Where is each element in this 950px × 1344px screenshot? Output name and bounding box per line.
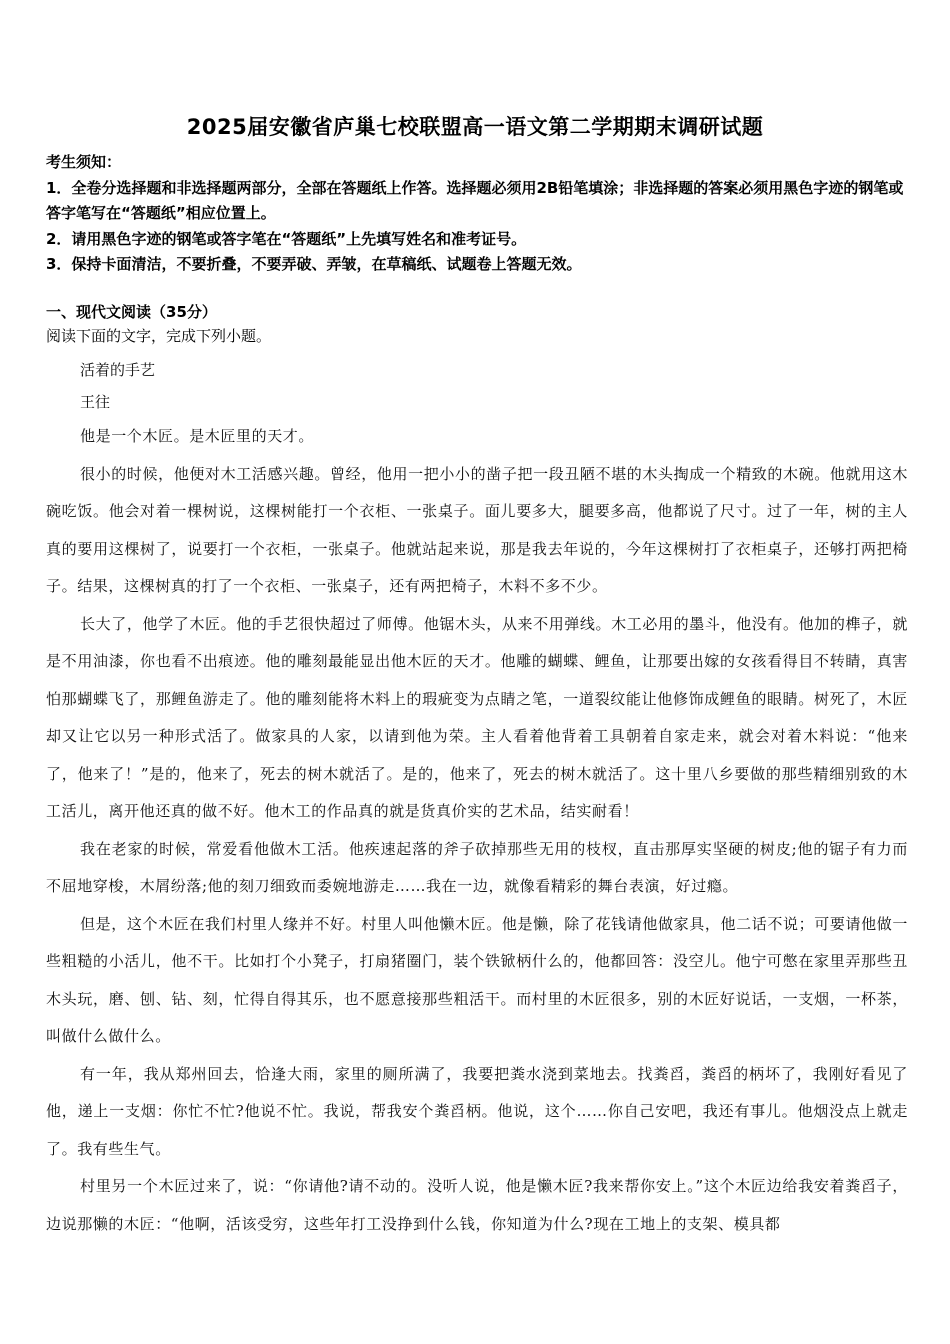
article-paragraph: 我在老家的时候，常爱看他做木工活。他疾速起落的斧子砍掉那些无用的枝杈，直击那厚实坚硬的树皮;他的锯子有力而不屈地穿梭，木屑纷落;他的刻刀细致而委婉地游走……我在一边，就像看精彩的舞台表演，好过瘾。 (46, 839, 908, 895)
article-paragraph: 很小的时候，他便对木工活感兴趣。曾经，他用一把小小的凿子把一段丑陋不堪的木头掏成一个精致的木碗。他就用这木碗吃饭。他会对着一棵树说，这棵树能打一个衣柜、一张桌子。面儿要多大，腿要多高，他都说了尺寸。过了一年，树的主人真的要用这棵树了，说要打一个衣柜，一张桌子。他就站起来说，那是我去年说的，今年这棵树打了衣柜桌子，还够打两把椅子。结果，这棵树真的打了一个衣柜、一张桌子，还有两把椅子，木料不多不少。 (46, 464, 908, 595)
article-paragraph: 他是一个木匠。是木匠里的天才。 (80, 427, 315, 445)
notice-item: 2．请用黑色字迹的钢笔或答字笔在“答题纸”上先填写姓名和准考证号。 (46, 229, 527, 248)
exam-notice (46, 150, 908, 278)
section-instruction: 阅读下面的文字，完成下列小题。 (46, 327, 272, 345)
article-paragraph: 有一年，我从郑州回去，恰逢大雨，家里的厕所满了，我要把粪水浇到菜地去。找粪舀，粪舀的柄坏了，我刚好看见了他，递上一支烟：你忙不忙?他说不忙。我说，帮我安个粪舀柄。他说，这个……你自己安吧，我还有事儿。他烟没点上就走了。我有些生气。 (46, 1064, 908, 1158)
reading-passage (46, 354, 908, 1243)
article-title: 活着的手艺 (80, 361, 156, 379)
article-paragraph: 但是，这个木匠在我们村里人缘并不好。村里人叫他懒木匠。他是懒，除了花钱请他做家具，他二话不说；可要请他做一些粗糙的小活儿，他不干。比如打个小凳子，打扇猪圈门，装个铁锨柄什么的，他都回答：没空儿。他宁可憋在家里弄那些丑木头玩，磨、刨、钻、刻，忙得自得其乐，也不愿意接那些粗活干。而村里的木匠很多，别的木匠好说话，一支烟，一杯茶，叫做什么做什么。 (46, 914, 908, 1045)
page-title: 2025届安徽省庐巢七校联盟高一语文第二学期期末调研试题 (186, 115, 764, 139)
notice-heading: 考生须知： (46, 153, 122, 171)
article-author: 王往 (80, 393, 111, 411)
section-heading: 一、现代文阅读（35分） (46, 303, 217, 321)
notice-item: 1．全卷分选择题和非选择题两部分，全部在答题纸上作答。选择题必须用2B铅笔填涂；非选择题的答案必须用黑色字迹的钢笔或答字笔写在“答题纸”相应位置上。 (46, 178, 904, 222)
article-paragraph: 村里另一个木匠过来了，说：“你请他?请不动的。没听人说，他是懒木匠?我来帮你安上。”这个木匠边给我安着粪舀子，边说那懒的木匠：“他啊，活该受穷，这些年打工没挣到什么钱，你知道为什么?现在工地上的支架、模具都 (46, 1177, 908, 1233)
article-paragraph: 长大了，他学了木匠。他的手艺很快超过了师傅。他锯木头，从来不用弹线。木工必用的墨斗，他没有。他加的榫子，就是不用油漆，你也看不出痕迹。他的雕刻最能显出他木匠的天才。他雕的蝴蝶、鲤鱼，让那要出嫁的女孩看得目不转睛，真害怕那蝴蝶飞了，那鲤鱼游走了。他的雕刻能将木料上的瑕疵变为点睛之笔，一道裂纹能让他修饰成鲤鱼的眼睛。树死了，木匠却又让它以另一种形式活了。做家具的人家，以请到他为荣。主人看着他背着工具朝着自家走来，就会对着木料说：“他来了，他来了！”是的，他来了，死去的树木就活了。是的，他来了，死去的树木就活了。这十里八乡要做的那些精细别致的木工活儿，离开他还真的做不好。他木工的作品真的就是货真价实的艺术品，结实耐看！ (46, 614, 908, 820)
notice-item: 3．保持卡面清洁，不要折叠，不要弄破、弄皱，在草稿纸、试题卷上答题无效。 (46, 255, 582, 273)
